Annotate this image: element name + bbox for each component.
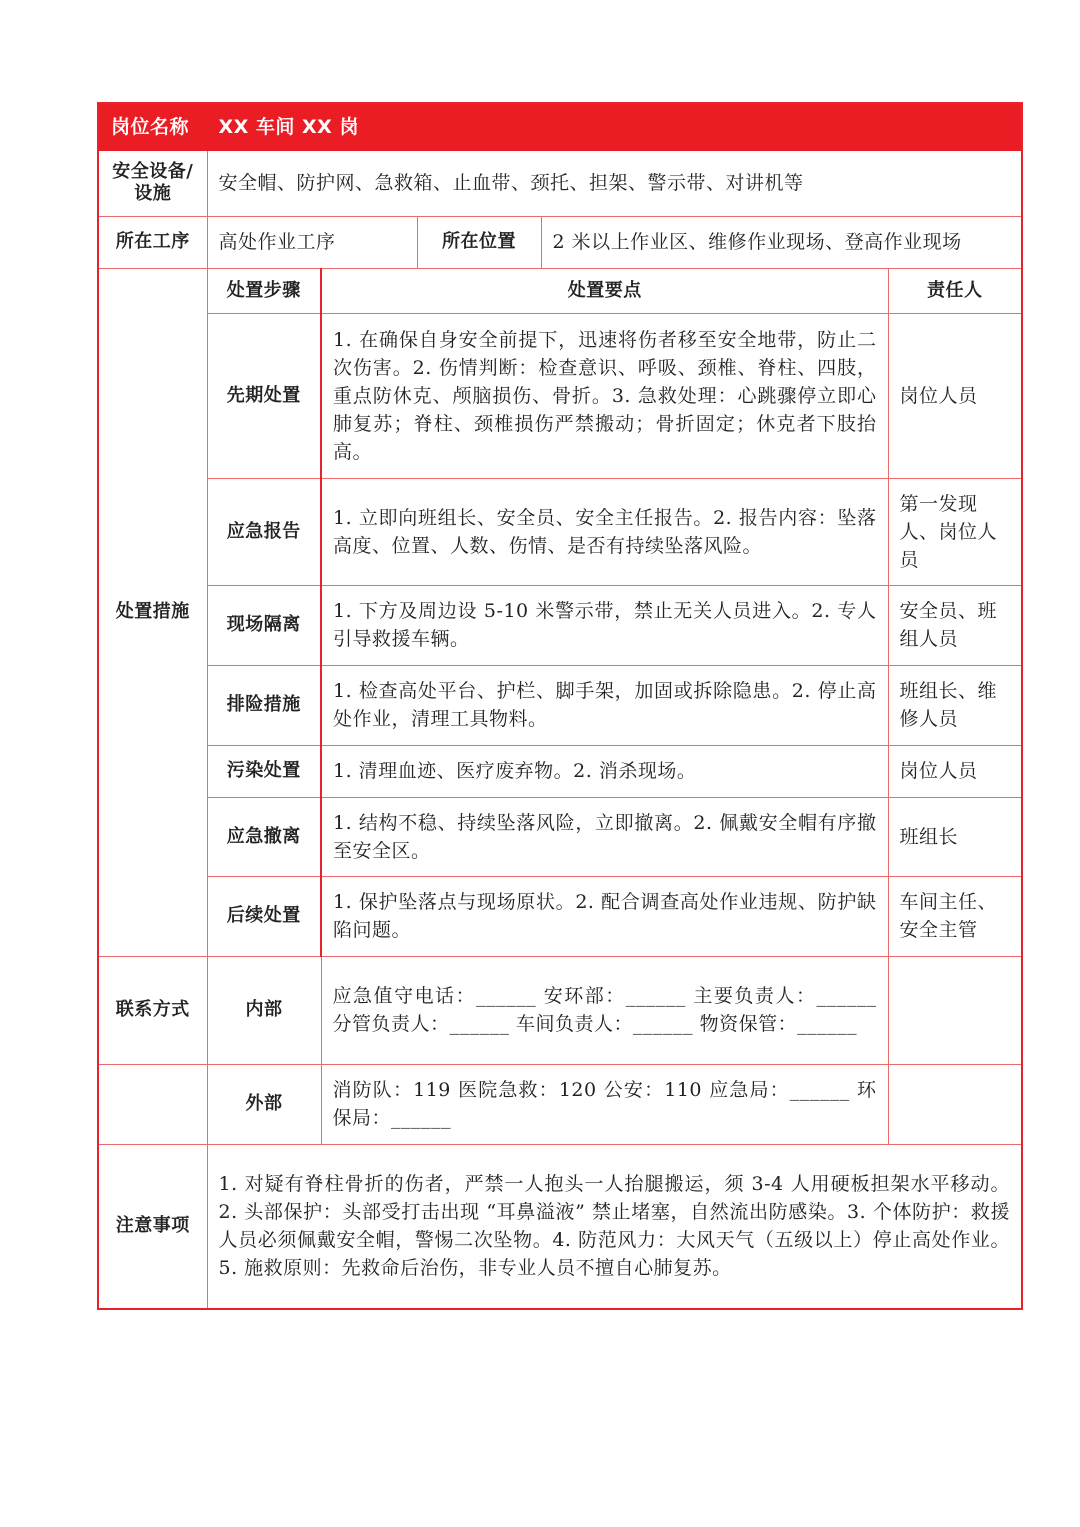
step-points: 1. 在确保自身安全前提下，迅速将伤者移至安全地带，防止二次伤害。2. 伤情判断：检查意识、呼吸、颈椎、脊柱、四肢，重点防休克、颅脑损伤、骨折。3. 急救处理：心跳骤停立即心肺复苏；脊柱、颈椎损伤严禁搬动；骨折固定；休克者下肢抬高。 (321, 313, 888, 478)
step-person: 车间主任、安全主管 (888, 876, 1022, 956)
table-row (98, 797, 1022, 876)
step-points: 1. 清理血迹、医疗废弃物。2. 消杀现场。 (321, 745, 888, 797)
location-value: 2 米以上作业区、维修作业现场、登高作业现场 (541, 216, 1022, 268)
step-points: 1. 立即向班组长、安全员、安全主任报告。2. 报告内容：坠落高度、位置、人数、伤情、是否有持续坠落风险。 (321, 478, 888, 585)
post-name-label: 岗位名称 (98, 103, 207, 150)
step-points: 1. 保护坠落点与现场原状。2. 配合调查高处作业违规、防护缺陷问题。 (321, 876, 888, 956)
step-label: 现场隔离 (207, 585, 321, 665)
step-person: 岗位人员 (888, 745, 1022, 797)
equipment-row (98, 150, 1022, 216)
contact-internal-label: 内部 (207, 956, 321, 1064)
contact-internal-row (98, 956, 1022, 1064)
table-row (98, 876, 1022, 956)
step-points: 1. 检查高处平台、护栏、脚手架，加固或拆除隐患。2. 停止高处作业，清理工具物料。 (321, 665, 888, 745)
step-label: 先期处置 (207, 313, 321, 478)
table-row (98, 745, 1022, 797)
equipment-value: 安全帽、防护网、急救箱、止血带、颈托、担架、警示带、对讲机等 (207, 150, 1022, 216)
col-person-header: 责任人 (888, 268, 1022, 313)
notes-value: 1. 对疑有脊柱骨折的伤者，严禁一人抱头一人抬腿搬运，须 3-4 人用硬板担架水平移动。2. 头部保护：头部受打击出现 “耳鼻溢液” 禁止堵塞，自然流出防感染。3. 个体防护：救援人员必须佩戴安全帽，警惕二次坠物。4. 防范风力：大风天气（五级以上）停止高处作业。5. 施救原则：先救命后治伤，非专业人员不擅自心肺复苏。 (207, 1144, 1022, 1309)
notes-row (98, 1144, 1022, 1309)
step-label: 应急报告 (207, 478, 321, 585)
contact-external-blank (888, 1064, 1022, 1144)
step-person: 岗位人员 (888, 313, 1022, 478)
table-row (98, 313, 1022, 478)
measures-header-row (98, 268, 1022, 313)
notes-label: 注意事项 (98, 1144, 207, 1309)
contact-external-row (98, 1064, 1022, 1144)
step-person: 第一发现人、岗位人员 (888, 478, 1022, 585)
process-row (98, 216, 1022, 268)
emergency-card-table (97, 102, 1023, 1310)
step-label: 应急撤离 (207, 797, 321, 876)
contact-blank-cell (98, 1064, 207, 1144)
step-person: 安全员、班组人员 (888, 585, 1022, 665)
post-name-value: XX 车间 XX 岗 (207, 103, 1022, 150)
measures-section-label: 处置措施 (98, 268, 207, 956)
contact-internal-value: 应急值守电话：______ 安环部：______ 主要负责人：______ 分管负责人：______ 车间负责人：______ 物资保管：______ (321, 956, 888, 1064)
location-label: 所在位置 (417, 216, 541, 268)
step-person: 班组长 (888, 797, 1022, 876)
step-points: 1. 下方及周边设 5-10 米警示带，禁止无关人员进入。2. 专人引导救援车辆。 (321, 585, 888, 665)
step-points: 1. 结构不稳、持续坠落风险，立即撤离。2. 佩戴安全帽有序撤至安全区。 (321, 797, 888, 876)
step-label: 后续处置 (207, 876, 321, 956)
table-row (98, 665, 1022, 745)
contact-label: 联系方式 (98, 956, 207, 1064)
table-row (98, 585, 1022, 665)
step-label: 污染处置 (207, 745, 321, 797)
process-value: 高处作业工序 (207, 216, 417, 268)
col-step-header: 处置步骤 (207, 268, 321, 313)
step-person: 班组长、维修人员 (888, 665, 1022, 745)
step-label: 排险措施 (207, 665, 321, 745)
contact-external-value: 消防队：119 医院急救：120 公安：110 应急局：______ 环保局：______ (321, 1064, 888, 1144)
process-label: 所在工序 (98, 216, 207, 268)
col-points-header: 处置要点 (321, 268, 888, 313)
equipment-label: 安全设备/设施 (98, 150, 207, 216)
table-row (98, 478, 1022, 585)
header-row (98, 103, 1022, 150)
contact-internal-blank (888, 956, 1022, 1064)
contact-external-label: 外部 (207, 1064, 321, 1144)
